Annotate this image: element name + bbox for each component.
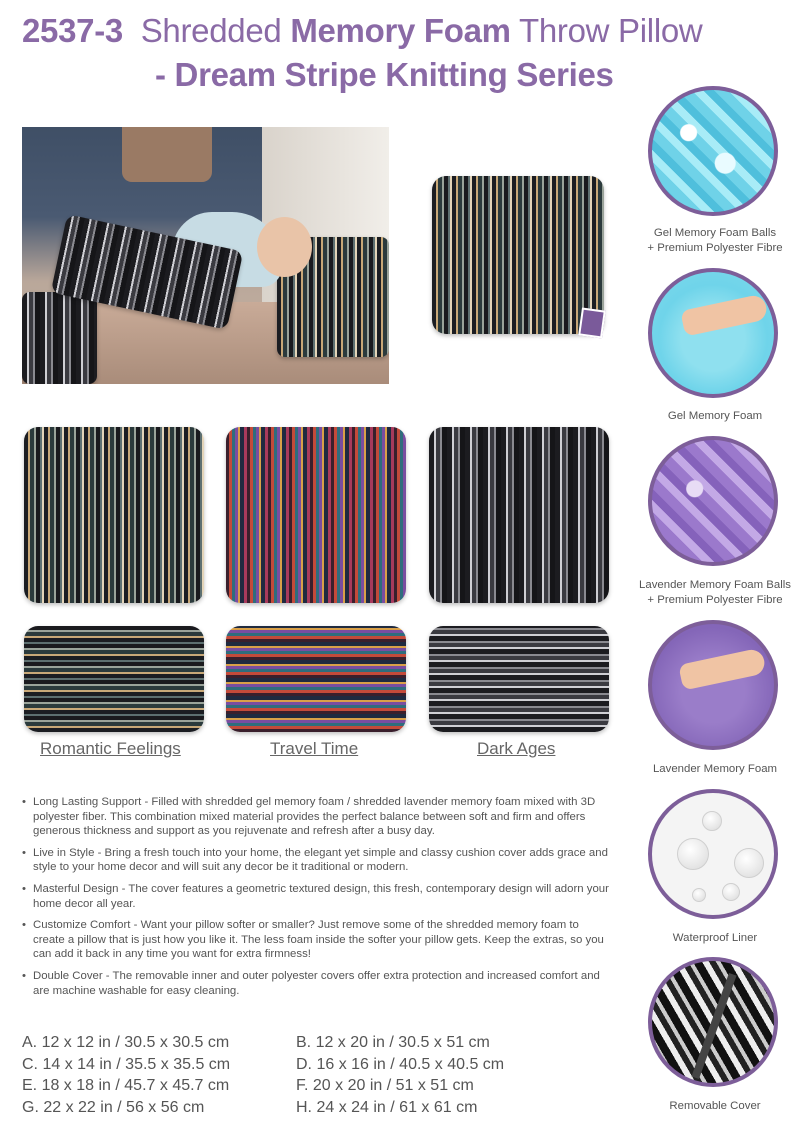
pillow-rect-romantic-feelings xyxy=(24,626,204,732)
water-drop-icon xyxy=(722,883,740,901)
material-label-line1: Lavender Memory Foam xyxy=(652,763,778,775)
pillow-rect-travel-time xyxy=(226,626,406,732)
title-bold: Memory Foam xyxy=(290,12,511,49)
pillow-square-travel-time xyxy=(226,427,406,603)
waterproof-liner-image xyxy=(648,789,778,919)
material-label-lavender-memory-foam xyxy=(620,762,800,777)
water-drop-icon xyxy=(734,848,764,878)
removable-cover-image xyxy=(648,957,778,1087)
hand-shape xyxy=(680,293,769,336)
zipper-shape xyxy=(691,973,736,1079)
material-label-line1: Lavender Memory Foam Balls xyxy=(639,579,791,591)
size-option: C. 14 x 14 in / 35.5 x 35.5 cm xyxy=(22,1055,231,1073)
lamp-shape xyxy=(122,127,212,182)
size-option: B. 12 x 20 in / 30.5 x 51 cm xyxy=(296,1034,490,1051)
feature-item: • Customize Comfort - Want your pillow softer or smaller? Just remove some of the shredded memory foam to create a pillow that is just how you like it. The less foam inside the softer your pillow gets. Keep the extras, so you can add it back in any time you want for extra firmness! xyxy=(22,918,612,962)
lavender-memory-foam-image xyxy=(648,620,778,750)
product-tag xyxy=(578,307,606,338)
featured-pillow-image xyxy=(432,176,604,334)
water-drop-icon xyxy=(677,838,709,870)
size-option: E. 18 x 18 in / 45.7 x 45.7 cm xyxy=(22,1077,230,1094)
material-label-gel-foam-balls xyxy=(620,226,800,256)
size-option: F. 20 x 20 in / 51 x 51 cm xyxy=(296,1077,474,1094)
hand-shape xyxy=(678,647,767,690)
material-label-line2: + Premium Polyester Fibre xyxy=(647,242,783,254)
pillow-square-dark-ages xyxy=(429,427,609,603)
material-label-line1: Gel Memory Foam Balls xyxy=(653,227,777,239)
feature-item: • Masterful Design - The cover features a geometric textured design, this fresh, contemporary design will adorn your home decor all year. xyxy=(22,882,612,911)
color-label-dark-ages[interactable]: Dark Ages xyxy=(477,739,556,758)
water-drop-icon xyxy=(702,811,722,831)
pillow-square-romantic-feelings xyxy=(24,427,204,603)
size-option: A. 12 x 12 in / 30.5 x 30.5 cm xyxy=(22,1034,230,1051)
lavender-foam-balls-image xyxy=(648,436,778,566)
page-subtitle: - Dream Stripe Knitting Series xyxy=(155,56,614,93)
size-option: H. 24 x 24 in / 61 x 61 cm xyxy=(296,1098,478,1116)
model-number: 2537-3 xyxy=(22,12,123,49)
color-label-romantic-feelings[interactable]: Romantic Feelings xyxy=(40,739,181,758)
feature-item: • Double Cover - The removable inner and outer polyester covers offer extra protection and increased comfort and are machine washable for easy cleaning. xyxy=(22,969,612,998)
title-pre: Shredded xyxy=(140,12,291,49)
gel-foam-balls-image xyxy=(648,86,778,216)
face-shape xyxy=(257,217,312,277)
size-option: D. 16 x 16 in / 40.5 x 40.5 cm xyxy=(296,1055,505,1073)
gel-memory-foam-image xyxy=(648,268,778,398)
material-label-removable-cover xyxy=(620,1099,800,1114)
material-label-line2: + Premium Polyester Fibre xyxy=(647,594,783,606)
feature-item: • Long Lasting Support - Filled with shredded gel memory foam / shredded lavender memory foam mixed with 3D polyester fiber. This combination mixed material provides the perfect balance between soft and firm and offers generous thickness and support as you rejuvenate and refresh after a busy day. xyxy=(22,795,612,839)
pillow-photo-left xyxy=(22,292,97,384)
color-label-travel-time[interactable]: Travel Time xyxy=(270,739,359,758)
material-label-line1: Removable Cover xyxy=(669,1100,761,1112)
material-label-line1: Waterproof Liner xyxy=(672,932,758,944)
feature-item: • Live in Style - Bring a fresh touch into your home, the elegant yet simple and classy cushion cover adds grace and style to your home decor and will suit any decor be it traditional or modern. xyxy=(22,846,612,875)
lifestyle-photo xyxy=(22,127,389,384)
size-option: G. 22 x 22 in / 56 x 56 cm xyxy=(22,1098,205,1116)
water-drop-icon xyxy=(692,888,706,902)
pillow-rect-dark-ages xyxy=(429,626,609,732)
material-label-waterproof-liner xyxy=(620,931,800,946)
material-label-lavender-foam-balls xyxy=(620,578,800,608)
material-label-gel-memory-foam xyxy=(620,409,800,424)
material-label-line1: Gel Memory Foam xyxy=(667,410,763,422)
page-title xyxy=(22,12,702,50)
features-list xyxy=(22,795,612,1005)
title-post: Throw Pillow xyxy=(510,12,703,49)
